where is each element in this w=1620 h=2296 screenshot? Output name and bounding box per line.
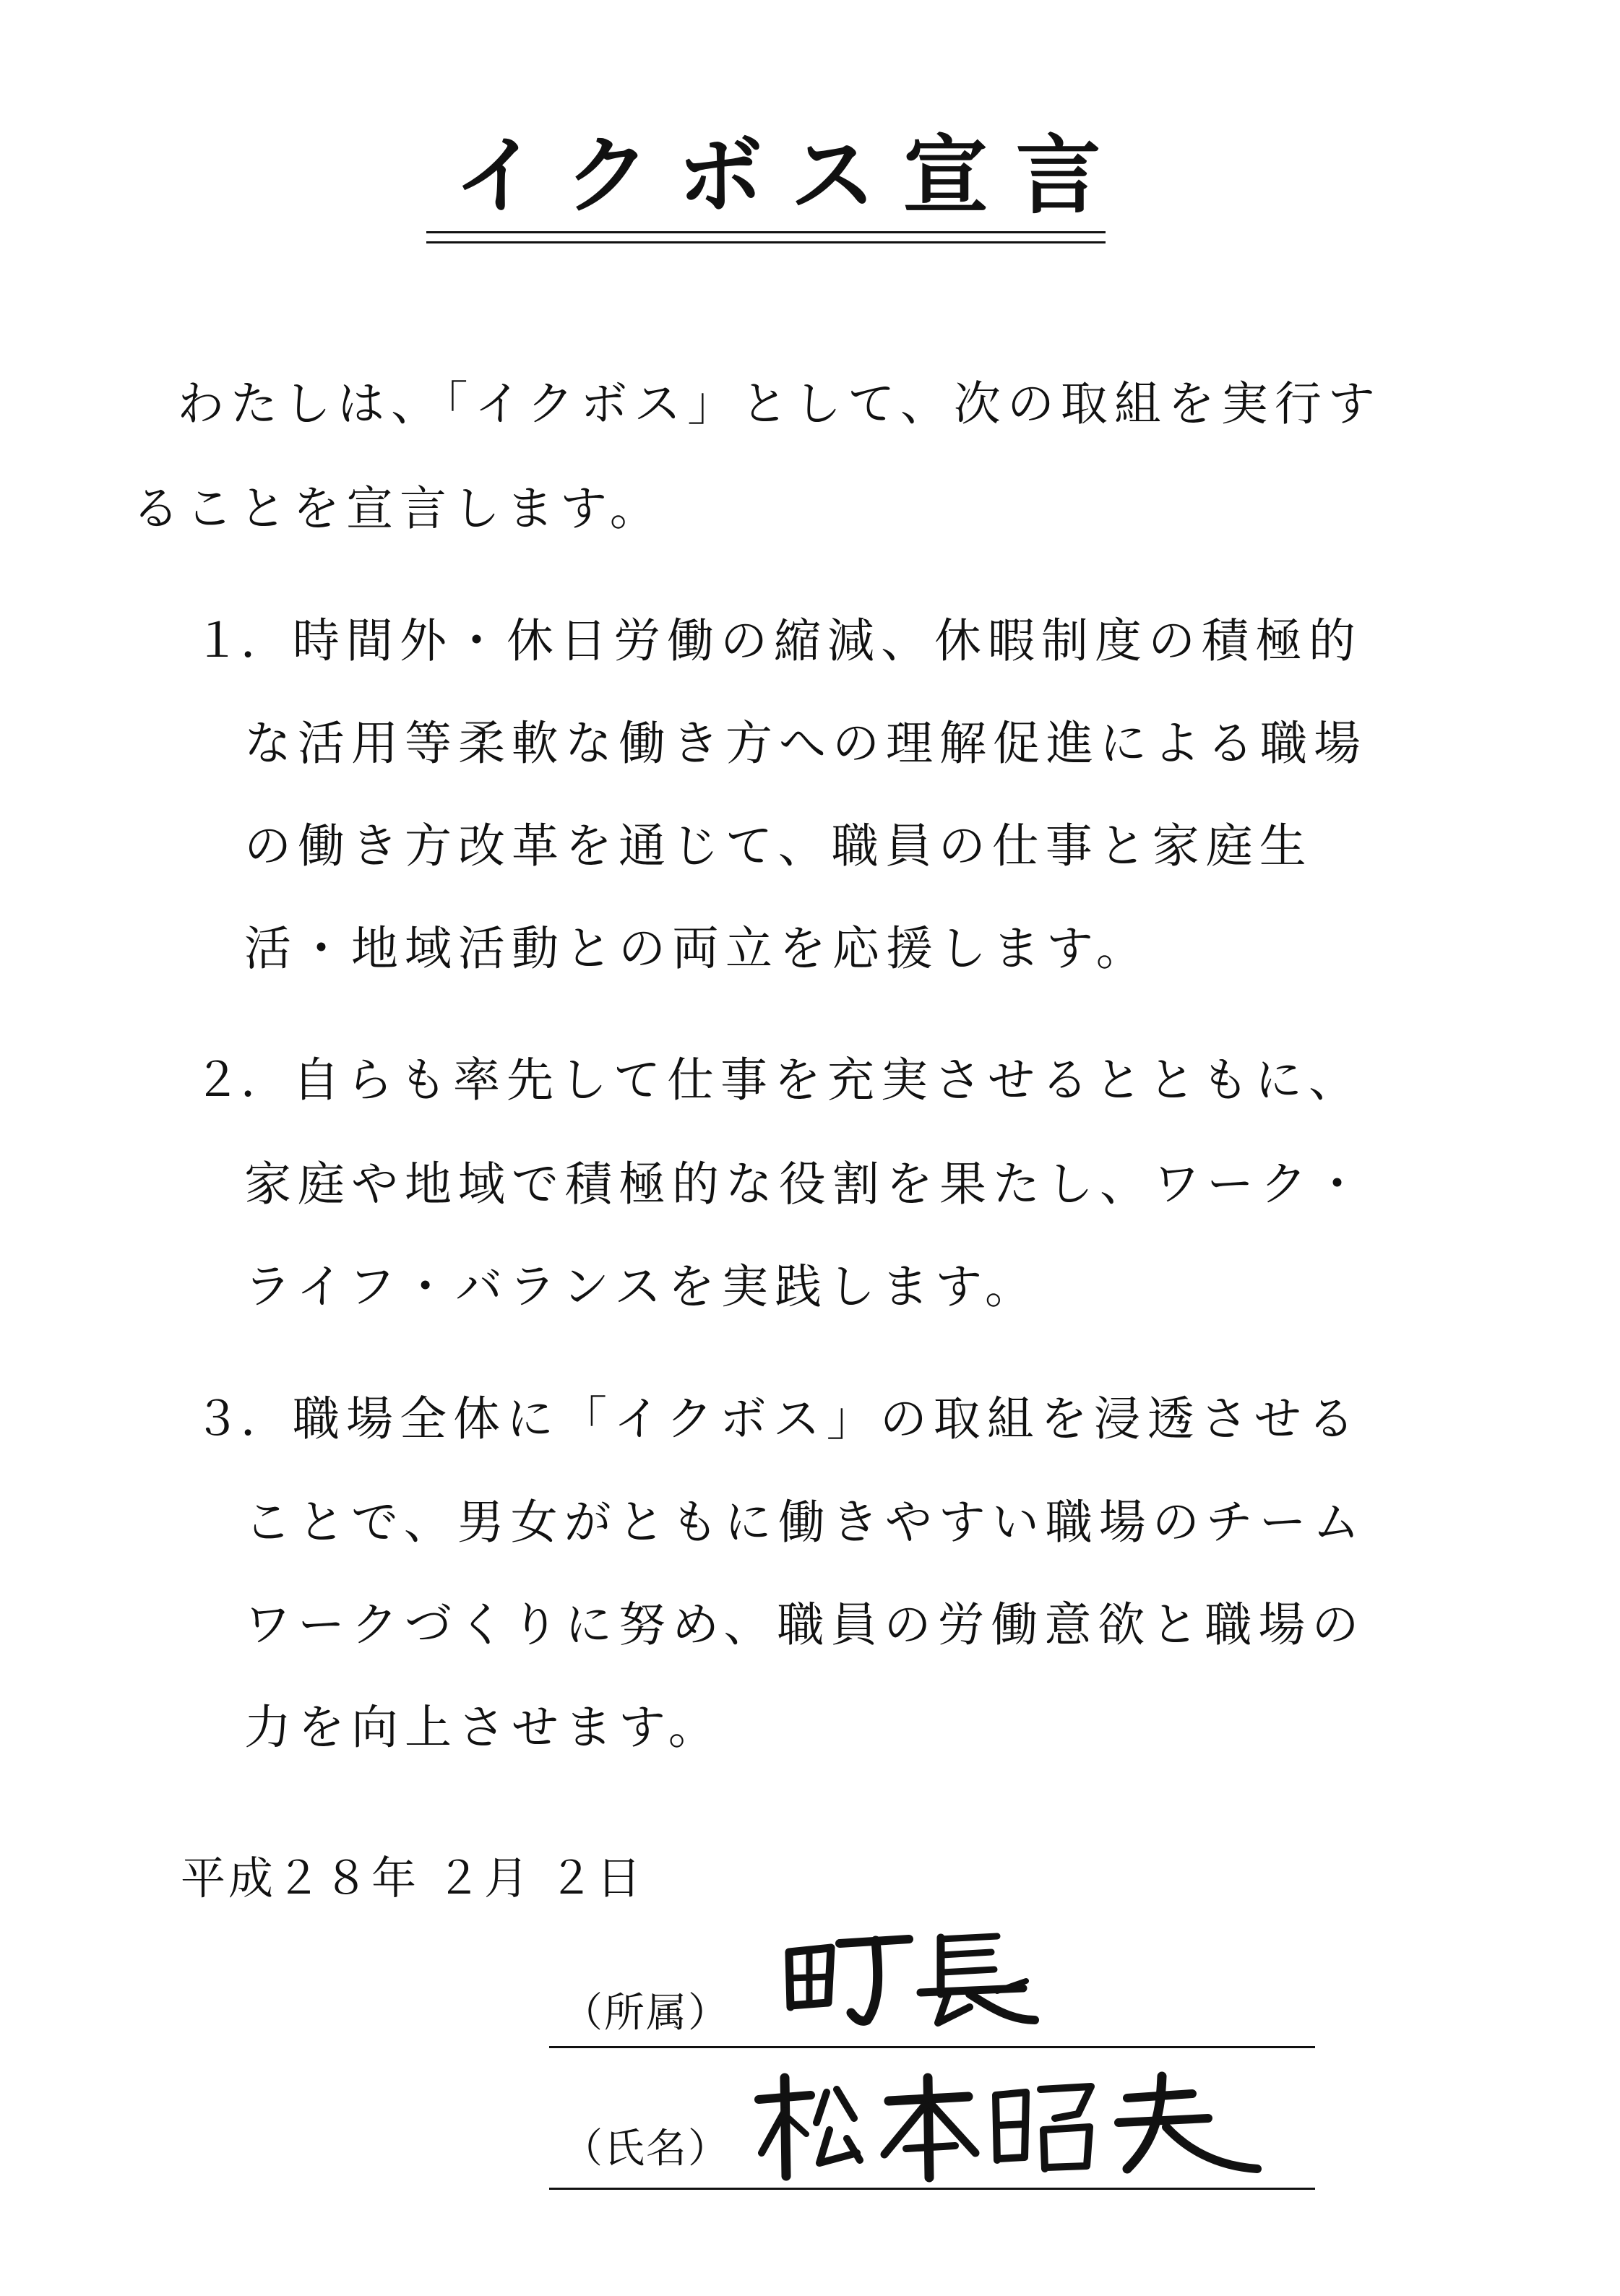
- intro-line-2: ることを宣言します。: [132, 482, 663, 536]
- item-1-line-4: 活・地域活動との両立を応援します。: [244, 922, 1150, 976]
- item-3-line-3: ワークづくりに努め、職員の労働意欲と職場の: [244, 1598, 1366, 1652]
- item-2-number: ２．: [194, 1053, 288, 1108]
- intro-line-1: わたしは、「イクボス」として、次の取組を実行す: [177, 377, 1382, 431]
- item-3-line-2: ことで、男女がともに働きやすい職場のチーム: [244, 1496, 1366, 1550]
- title-underline-top: [426, 231, 1106, 233]
- item-1-line-1: 時間外・休日労働の縮減、休暇制度の積極的: [293, 614, 1363, 668]
- name-handwriting: [751, 2068, 1272, 2183]
- name-signature-image: [751, 2068, 1272, 2183]
- declaration-date: 平成２８年 ２月 ２日: [181, 1852, 645, 1904]
- item-3-line-1: 職場全体に「イクボス」の取組を浸透させる: [293, 1392, 1361, 1446]
- affiliation-label: （所属）: [562, 1990, 730, 2037]
- affiliation-handwriting: [780, 1922, 1055, 2030]
- name-underline: [549, 2188, 1315, 2190]
- item-1-number: １．: [194, 614, 288, 668]
- item-2-line-3: ライフ・バランスを実践します。: [244, 1260, 1038, 1314]
- affiliation-signature-image: [780, 1922, 1055, 2030]
- document-title: イクボス宣言: [454, 125, 1129, 225]
- affiliation-underline: [549, 2046, 1315, 2048]
- item-2-line-1: 自らも率先して仕事を充実させるとともに、: [293, 1053, 1363, 1108]
- item-1-line-2: な活用等柔軟な働き方への理解促進による職場: [244, 717, 1368, 771]
- item-3-number: ３．: [194, 1392, 288, 1446]
- item-3-line-4: 力を向上させます。: [244, 1701, 722, 1755]
- item-2-line-2: 家庭や地域で積極的な役割を果たし、ワーク・: [244, 1157, 1368, 1212]
- name-label: （氏名）: [562, 2125, 730, 2172]
- item-1-line-3: の働き方改革を通じて、職員の仕事と家庭生: [244, 819, 1313, 873]
- title-block: [426, 121, 1129, 230]
- title-underline-bottom: [426, 241, 1106, 243]
